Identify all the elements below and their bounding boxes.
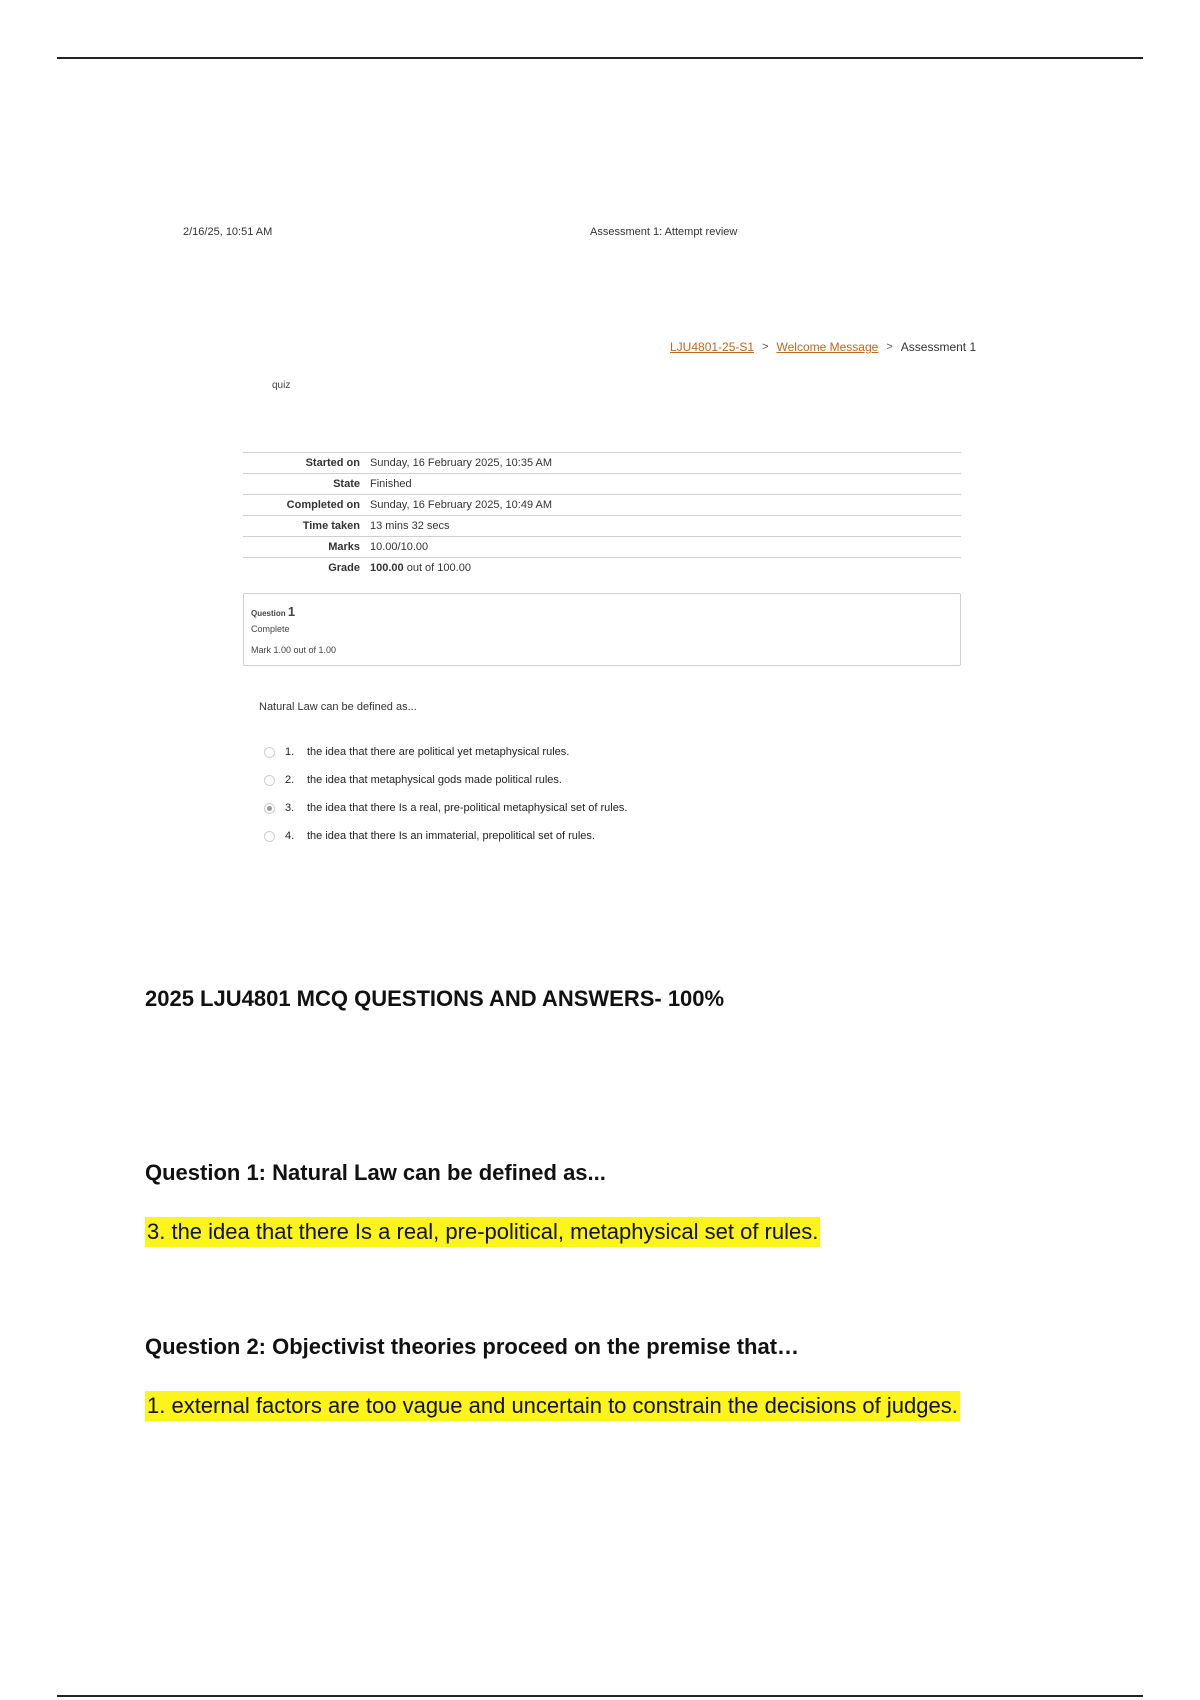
- attempt-summary-table: [243, 452, 961, 579]
- grade-value: 100.00: [370, 562, 404, 575]
- summary-label: Started on: [305, 457, 360, 469]
- question-state: Complete: [251, 624, 290, 634]
- option-number: 4.: [285, 830, 295, 842]
- breadcrumb-welcome-link[interactable]: Welcome Message: [776, 340, 879, 354]
- radio-button[interactable]: [264, 747, 275, 758]
- question-text: Natural Law can be defined as...: [259, 701, 417, 713]
- breadcrumb-current: Assessment 1: [900, 340, 977, 354]
- breadcrumb: [670, 340, 976, 354]
- document-title: 2025 LJU4801 MCQ QUESTIONS AND ANSWERS- 100%: [145, 986, 725, 1011]
- summary-label: Time taken: [302, 520, 360, 532]
- radio-button-selected[interactable]: [264, 803, 275, 814]
- question-heading: Question 2: Objectivist theories proceed on the premise that…: [145, 1334, 800, 1359]
- table-row: [243, 453, 961, 474]
- summary-label: Marks: [328, 541, 360, 553]
- option-text: the idea that there are political yet metaphysical rules.: [307, 746, 570, 758]
- option-number: 2.: [285, 774, 295, 786]
- summary-label: State: [333, 478, 360, 490]
- grade-out-of: out of 100.00: [403, 562, 471, 575]
- answer-options: [264, 738, 627, 850]
- summary-value: 10.00/10.00: [370, 541, 429, 553]
- option-text: the idea that metaphysical gods made political rules.: [307, 774, 562, 786]
- summary-value: [370, 558, 961, 579]
- radio-button[interactable]: [264, 831, 275, 842]
- option-number: 1.: [285, 746, 295, 758]
- top-rule: [57, 57, 1143, 59]
- table-row: [243, 495, 961, 516]
- summary-label: Grade: [328, 562, 360, 575]
- question-number-value: 1: [287, 604, 296, 619]
- question-mark: Mark 1.00 out of 1.00: [251, 645, 337, 655]
- question-label: Question: [251, 609, 286, 618]
- print-title: Assessment 1: Attempt review: [590, 226, 738, 238]
- summary-value: 13 mins 32 secs: [370, 520, 450, 532]
- breadcrumb-separator: >: [762, 341, 769, 353]
- summary-label: Completed on: [286, 499, 360, 511]
- quiz-label: quiz: [272, 380, 291, 391]
- radio-button[interactable]: [264, 775, 275, 786]
- question-number: [251, 604, 295, 619]
- table-row: [243, 516, 961, 537]
- table-row: [243, 537, 961, 558]
- question-info-box: [243, 593, 961, 666]
- table-row: [243, 474, 961, 495]
- bottom-rule: [57, 1695, 1143, 1697]
- answer-option[interactable]: [264, 794, 627, 822]
- summary-value: Sunday, 16 February 2025, 10:35 AM: [370, 457, 553, 469]
- summary-value: Sunday, 16 February 2025, 10:49 AM: [370, 499, 553, 511]
- breadcrumb-separator: >: [886, 341, 893, 353]
- highlighted-answer: 3. the idea that there Is a real, pre-political, metaphysical set of rules.: [145, 1217, 820, 1247]
- highlighted-answer: 1. external factors are too vague and uncertain to constrain the decisions of judges.: [145, 1391, 960, 1421]
- breadcrumb-course-link[interactable]: LJU4801-25-S1: [670, 340, 755, 354]
- answer-option[interactable]: [264, 822, 627, 850]
- print-date: 2/16/25, 10:51 AM: [183, 226, 273, 238]
- option-text: the idea that there Is a real, pre-political metaphysical set of rules.: [307, 802, 628, 814]
- option-number: 3.: [285, 802, 295, 814]
- question-heading: Question 1: Natural Law can be defined as...: [145, 1160, 606, 1185]
- table-row: [243, 558, 961, 579]
- option-text: the idea that there Is an immaterial, prepolitical set of rules.: [307, 830, 595, 842]
- answer-option[interactable]: [264, 766, 627, 794]
- answer-option[interactable]: [264, 738, 627, 766]
- summary-value: Finished: [370, 478, 412, 490]
